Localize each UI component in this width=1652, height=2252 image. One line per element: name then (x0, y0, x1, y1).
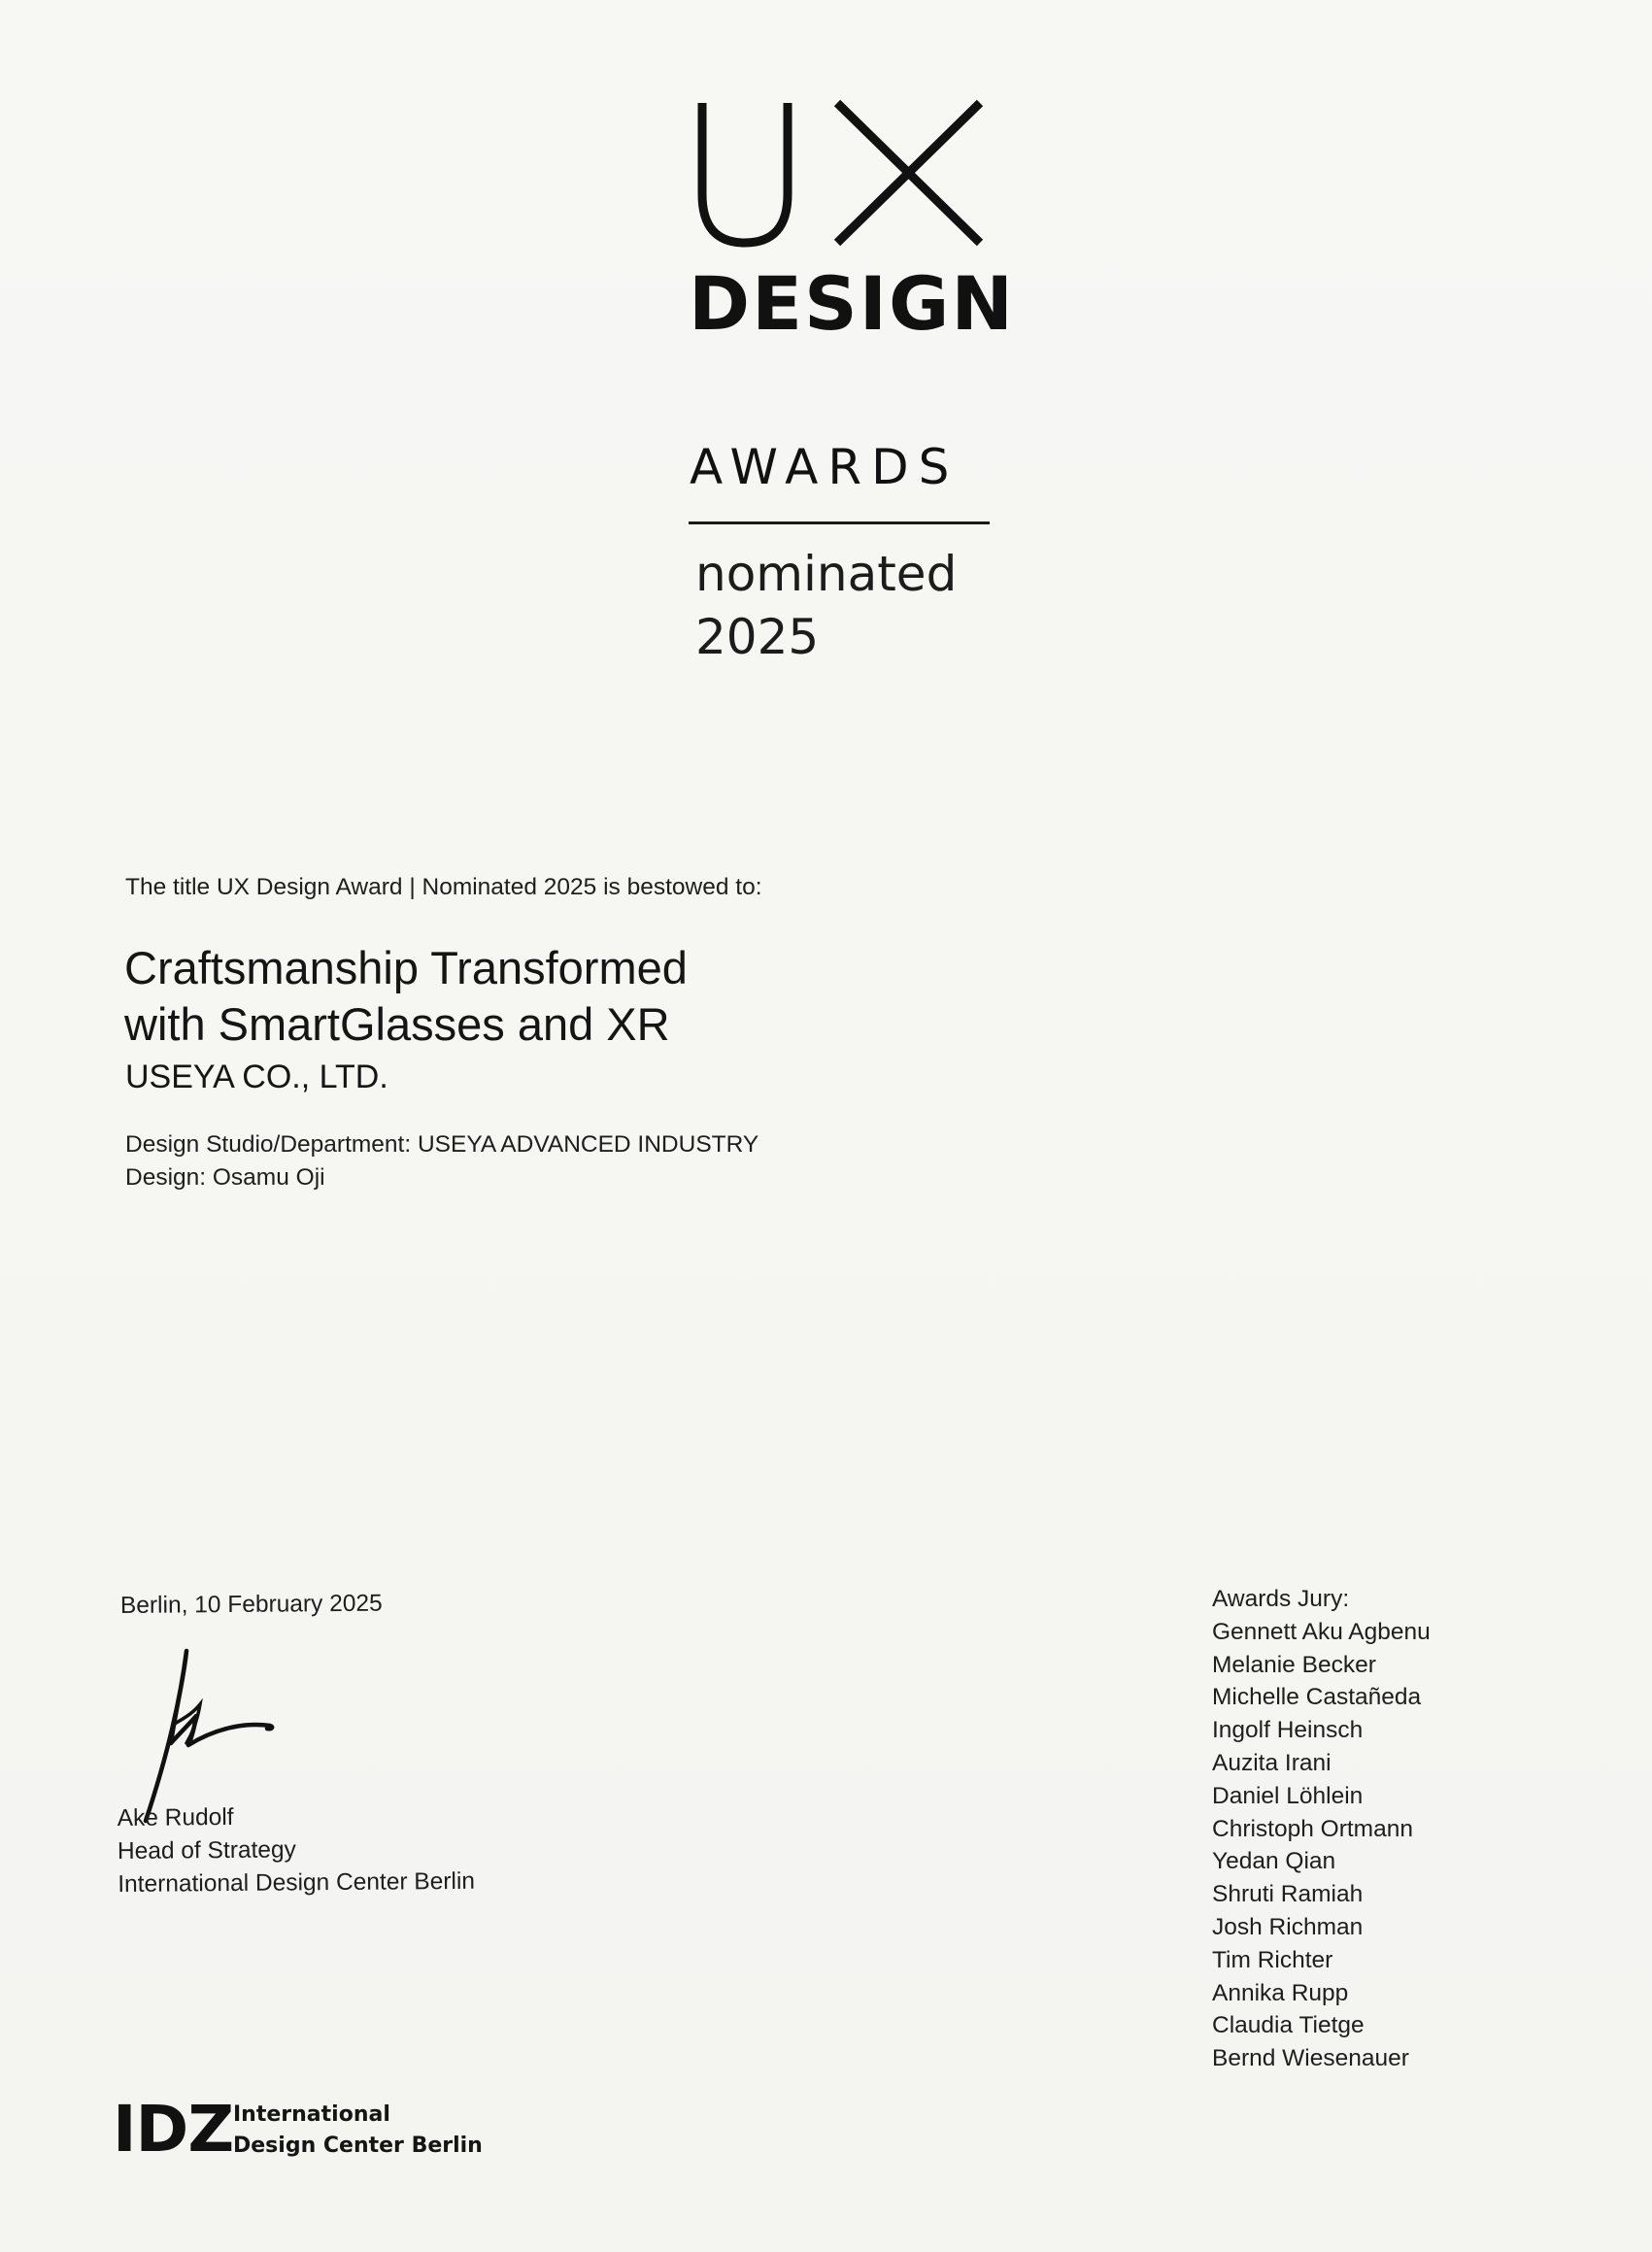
awards-jury (1212, 1583, 1431, 2075)
jury-member: Bernd Wiesenauer (1212, 2045, 1409, 2072)
designer-line: Design: Osamu Oji (125, 1164, 325, 1191)
jury-member: Ingolf Heinsch (1212, 1717, 1364, 1744)
project-title (124, 940, 688, 1053)
logo-word-awards: AWARDS (690, 439, 960, 495)
jury-member: Michelle Castañeda (1212, 1684, 1422, 1711)
jury-member: Daniel Löhlein (1212, 1782, 1364, 1809)
signer-title: Head of Strategy (117, 1836, 296, 1865)
jury-member: Auzita Irani (1212, 1749, 1332, 1776)
ux-design-awards-logo (689, 97, 1016, 665)
logo-divider (689, 521, 990, 524)
signer-details (118, 1799, 476, 1901)
ux-mark-logo (689, 97, 990, 252)
jury-heading: Awards Jury: (1212, 1586, 1350, 1612)
design-studio-line: Design Studio/Department: USEYA ADVANCED INDUSTRY (125, 1131, 759, 1158)
idz-organization-name (233, 2100, 483, 2162)
jury-member: Josh Richman (1212, 1913, 1364, 1940)
jury-member: Gennett Aku Agbenu (1212, 1618, 1431, 1645)
place-and-date: Berlin, 10 February 2025 (119, 1590, 383, 1619)
design-credits (125, 1128, 759, 1194)
jury-member: Shruti Ramiah (1212, 1881, 1364, 1908)
jury-member: Tim Richter (1212, 1946, 1333, 1973)
company-name: USEYA CO., LTD. (125, 1059, 388, 1095)
jury-member: Melanie Becker (1212, 1651, 1376, 1678)
idz-name-line: International (233, 2102, 390, 2127)
jury-member: Claudia Tietge (1212, 2012, 1365, 2039)
project-title-line: with SmartGlasses and XR (124, 998, 670, 1050)
idz-logo: IDZ (113, 2092, 234, 2167)
nominated-label: nominated (695, 546, 958, 602)
jury-member: Yedan Qian (1212, 1848, 1336, 1875)
nominated-year: 2025 (695, 609, 820, 665)
jury-list (1212, 1616, 1431, 2075)
jury-member: Annika Rupp (1212, 1979, 1349, 2006)
jury-member: Christoph Ortmann (1212, 1815, 1413, 1842)
project-title-line: Craftsmanship Transformed (124, 942, 688, 993)
signer-name: Ake Rudolf (117, 1803, 234, 1832)
logo-word-design: DESIGN (689, 260, 1016, 347)
signer-organization: International Design Center Berlin (118, 1867, 476, 1898)
bestowed-statement: The title UX Design Award | Nominated 2025 is bestowed to: (125, 874, 762, 900)
idz-name-line: Design Center Berlin (233, 2134, 483, 2158)
